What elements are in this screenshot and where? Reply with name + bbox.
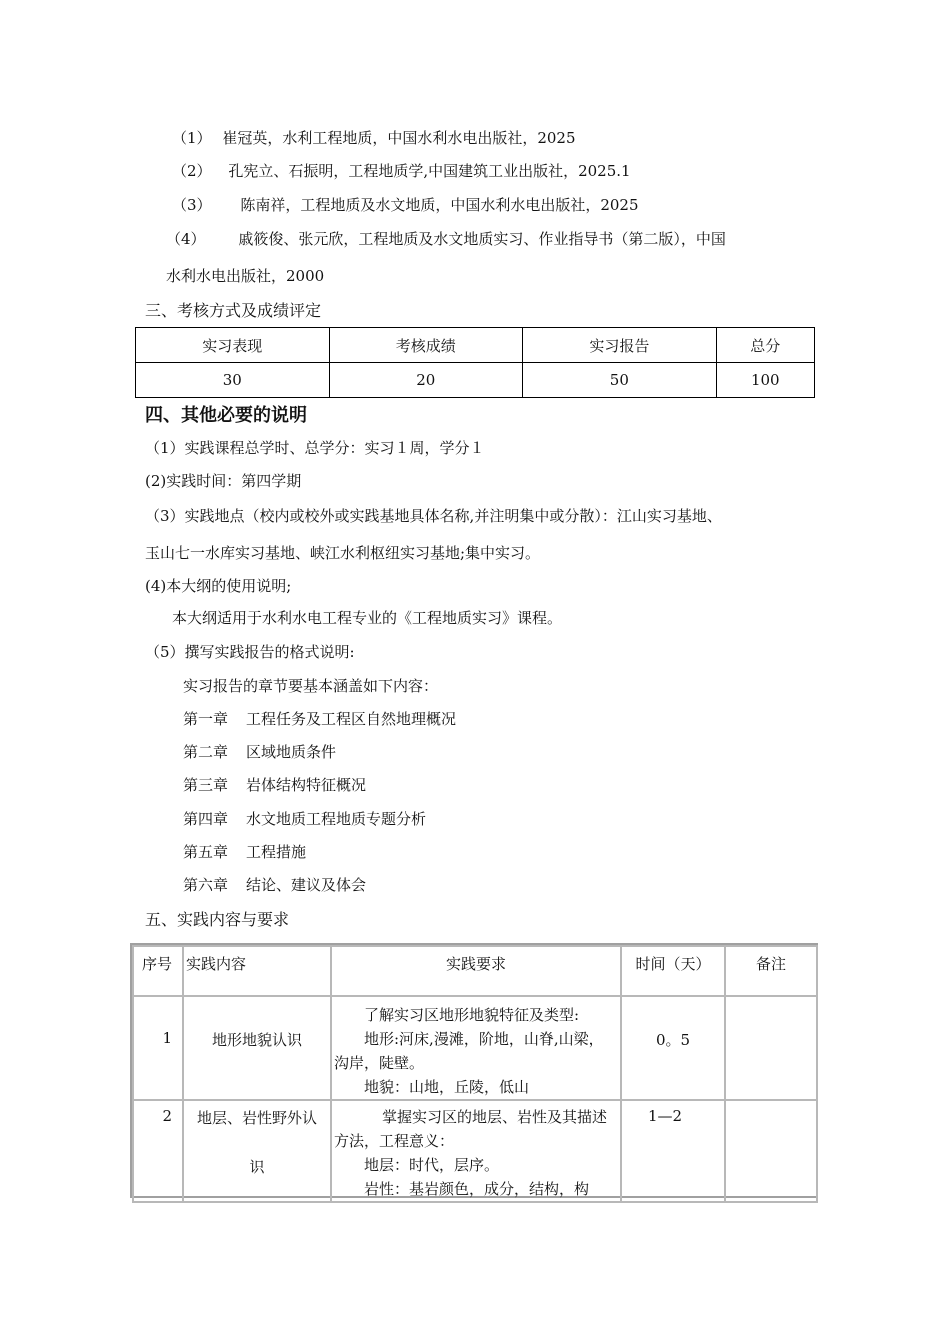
chapter-number: 第二章 — [183, 743, 229, 761]
table-cell — [725, 1100, 817, 1202]
requirement-line: 地貌：山地，丘陵，低山 — [364, 1078, 530, 1096]
table-cell: 1—2 — [621, 1100, 725, 1202]
table-header: 备注 — [725, 946, 817, 996]
reference-4-continued: 水利水电出版社，2000 — [166, 267, 325, 285]
section-5-title: 五、实践内容与要求 — [145, 910, 290, 929]
table-header: 实践要求 — [331, 946, 621, 996]
requirement-line: 岩性：基岩颜色，成分，结构，构 — [364, 1180, 590, 1198]
reference-3 — [172, 194, 639, 215]
table-cell: 50 — [523, 363, 717, 398]
chapter-item — [183, 874, 366, 895]
table-cell — [331, 1100, 621, 1202]
chapter-title: 岩体结构特征概况 — [246, 776, 367, 794]
chapter-number: 第一章 — [183, 710, 229, 728]
table-cell: 30 — [136, 363, 330, 398]
content-line: 识 — [249, 1158, 265, 1176]
table-header: 总分 — [716, 328, 814, 363]
table-cell: 地形地貌认识 — [183, 996, 331, 1100]
table-cell: 100 — [716, 363, 814, 398]
table-header: 实践内容 — [183, 946, 331, 996]
reference-text: 戚筱俊、张元欣，工程地质及水文地质实习、作业指导书（第二版），中国 — [238, 230, 726, 248]
practice-table-frame — [130, 943, 818, 1198]
table-header: 考核成绩 — [329, 328, 523, 363]
table-row — [133, 996, 817, 1100]
paragraph: (2)实践时间：第四学期 — [145, 472, 302, 490]
reference-text: 孔宪立、石振明，工程地质学,中国建筑工业出版社，2025.1 — [228, 162, 631, 180]
reference-4 — [166, 228, 726, 249]
paragraph: 本大纲适用于水利水电工程专业的《工程地质实习》课程。 — [172, 609, 563, 627]
paragraph: （3）实践地点（校内或校外或实践基地具体名称,并注明集中或分散）：江山实习基地、 — [145, 507, 722, 525]
chapter-number: 第五章 — [183, 843, 229, 861]
paragraph: （1）实践课程总学时、总学分：实习１周，学分１ — [145, 439, 485, 457]
table-header: 实习表现 — [136, 328, 330, 363]
chapter-number: 第三章 — [183, 776, 229, 794]
section-4-title: 四、其他必要的说明 — [145, 405, 307, 426]
requirement-line: 掌握实习区的地层、岩性及其描述方法，工程意义： — [334, 1108, 608, 1150]
paragraph: （5）撰写实践报告的格式说明: — [145, 643, 355, 661]
reference-text: 崔冠英，水利工程地质，中国水利水电出版社，2025 — [222, 129, 576, 147]
practice-table — [132, 945, 818, 1203]
reference-number: （1） — [172, 129, 212, 147]
chapter-item — [183, 741, 336, 762]
reference-2 — [172, 160, 631, 181]
chapter-item — [183, 774, 366, 795]
content-line: 地层、岩性野外认 — [196, 1109, 317, 1127]
table-cell: 0。5 — [621, 996, 725, 1100]
chapter-title: 区域地质条件 — [246, 743, 337, 761]
chapter-number: 第四章 — [183, 810, 229, 828]
reference-number: （4） — [166, 230, 206, 248]
chapter-title: 结论、建议及体会 — [246, 876, 367, 894]
table-cell: 20 — [329, 363, 523, 398]
paragraph: (4)本大纲的使用说明; — [145, 577, 292, 595]
requirement-line: 了解实习区地形地貌特征及类型: — [364, 1006, 580, 1024]
table-row — [133, 1100, 817, 1202]
paragraph: 玉山七一水库实习基地、峡江水利枢纽实习基地;集中实习。 — [145, 544, 541, 562]
reference-text: 陈南祥，工程地质及水文地质，中国水利水电出版社，2025 — [240, 196, 639, 214]
reference-number: （3） — [172, 196, 212, 214]
chapter-item — [183, 808, 426, 829]
requirement-line: 地层：时代，层序。 — [364, 1156, 500, 1174]
table-header: 时间（天） — [621, 946, 725, 996]
reference-1 — [172, 127, 576, 148]
requirement-line: 地形:河床,漫滩，阶地，山脊,山梁，沟岸，陡壁。 — [334, 1030, 604, 1072]
table-cell — [183, 1100, 331, 1202]
chapter-title: 工程措施 — [246, 843, 307, 861]
table-header: 实习报告 — [523, 328, 717, 363]
chapter-item — [183, 708, 456, 729]
paragraph: 实习报告的章节要基本涵盖如下内容： — [183, 677, 439, 695]
table-cell: 1 — [133, 996, 183, 1100]
chapter-title: 工程任务及工程区自然地理概况 — [246, 710, 457, 728]
chapter-number: 第六章 — [183, 876, 229, 894]
table-cell: 2 — [133, 1100, 183, 1202]
section-3-title: 三、考核方式及成绩评定 — [145, 301, 322, 320]
chapter-title: 水文地质工程地质专题分析 — [246, 810, 427, 828]
table-cell — [331, 996, 621, 1100]
table-header: 序号 — [133, 946, 183, 996]
table-cell — [725, 996, 817, 1100]
reference-number: （2） — [172, 162, 212, 180]
assessment-table — [135, 327, 815, 398]
chapter-item — [183, 841, 306, 862]
